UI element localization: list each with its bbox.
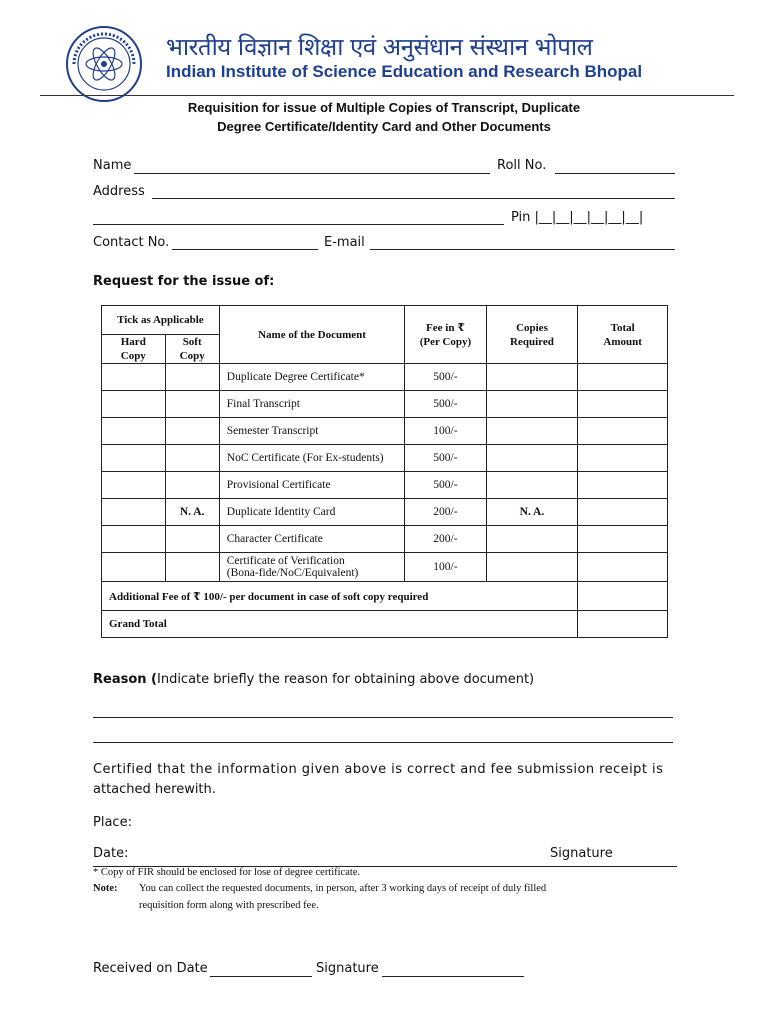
total-cell[interactable] [578,553,668,582]
reason-line-2[interactable] [93,742,673,743]
address-field-line1[interactable] [152,198,675,199]
hard-copy-header: Hard Copy [102,335,166,364]
hard-copy-cell[interactable] [102,472,166,499]
soft-copy-header: Soft Copy [165,335,219,364]
certify-line1: Certified that the information given above is correct and fee submission receipt is [93,762,664,777]
hard-copy-cell[interactable] [102,553,166,582]
certify-line2: attached herewith. [93,782,216,797]
note-label: Note: [93,883,118,894]
document-name-cell: NoC Certificate (For Ex-students) [219,445,405,472]
copies-cell[interactable] [486,472,578,499]
document-name-line1: Certificate of Verification [226,555,345,567]
grand-total-label: Grand Total [102,611,578,638]
total-header: Total Amount [578,306,668,364]
document-name-cell [219,553,405,582]
received-date-label: Received on Date [93,961,208,976]
additional-fee-amount[interactable] [578,582,668,611]
received-signature-field[interactable] [382,976,524,977]
table-row [102,364,668,391]
roll-field[interactable] [555,173,675,174]
fee-cell: 500/- [405,445,486,472]
additional-fee-label: Additional Fee of ₹ 100/- per document in case of soft copy required [102,582,578,611]
table-row [102,391,668,418]
total-cell[interactable] [578,526,668,553]
institute-hindi-name: भारतीय विज्ञान शिक्षा एवं अनुसंधान संस्थान भोपाल [166,33,593,61]
contact-label: Contact No. [93,235,170,250]
table-row [102,445,668,472]
fee-cell: 100/- [405,553,486,582]
fee-cell: 500/- [405,364,486,391]
soft-copy-cell[interactable] [165,445,219,472]
soft-copy-cell[interactable] [165,553,219,582]
soft-copy-cell[interactable] [165,526,219,553]
copies-cell[interactable] [486,445,578,472]
email-field[interactable] [370,249,675,250]
hard-copy-cell[interactable] [102,418,166,445]
hard-copy-cell[interactable] [102,526,166,553]
hard-copy-cell[interactable] [102,499,166,526]
request-heading: Request for the issue of: [93,274,275,289]
total-cell[interactable] [578,418,668,445]
document-name-line2: (Bona-fide/NoC/Equivalent) [226,567,359,579]
address-field-line2[interactable] [93,224,504,225]
fee-cell: 200/- [405,499,486,526]
grand-total-amount[interactable] [578,611,668,638]
reason-label: Reason ( [93,672,157,687]
place-label: Place: [93,815,132,830]
soft-copy-cell[interactable] [165,364,219,391]
document-name-cell: Character Certificate [219,526,405,553]
copies-cell[interactable]: N. A. [486,499,578,526]
copies-cell[interactable] [486,364,578,391]
tick-header: Tick as Applicable [102,306,220,335]
total-cell[interactable] [578,499,668,526]
fee-header-sub: (Per Copy) [419,335,472,348]
soft-copy-cell[interactable]: N. A. [165,499,219,526]
note-line1: You can collect the requested documents, in person, after 3 working days of receipt of duly filled [139,883,547,894]
total-cell[interactable] [578,445,668,472]
document-name-cell: Duplicate Identity Card [219,499,405,526]
received-date-field[interactable] [210,976,312,977]
form-title-line2: Degree Certificate/Identity Card and Other Documents [217,119,551,134]
pin-field[interactable]: Pin |__|__|__|__|__|__| [511,210,644,225]
total-cell[interactable] [578,364,668,391]
table-row [102,526,668,553]
table-row [102,418,668,445]
copies-cell[interactable] [486,418,578,445]
form-title-line1: Requisition for issue of Multiple Copies of Transcript, Duplicate [187,100,581,115]
fee-cell: 100/- [405,418,486,445]
document-name-cell: Duplicate Degree Certificate* [219,364,405,391]
signature-label: Signature [550,846,613,861]
copies-header: Copies Required [486,306,578,364]
header-divider [40,95,734,96]
contact-field[interactable] [172,249,318,250]
address-label: Address [93,184,145,199]
hard-copy-cell[interactable] [102,364,166,391]
document-request-table [101,305,668,638]
note-line2: requisition form along with prescribed fee. [139,900,319,911]
institute-english-name: Indian Institute of Science Education and Research Bhopal [166,62,643,81]
reason-heading [93,672,534,687]
soft-copy-cell[interactable] [165,472,219,499]
reason-line-1[interactable] [93,717,673,718]
fee-cell: 500/- [405,391,486,418]
soft-copy-cell[interactable] [165,391,219,418]
total-cell[interactable] [578,472,668,499]
name-label: Name [93,158,132,173]
fee-header-label: Fee in ₹ [426,321,465,334]
document-name-cell: Semester Transcript [219,418,405,445]
fir-footnote: * Copy of FIR should be enclosed for lose of degree certificate. [93,867,361,878]
table-row [102,472,668,499]
copies-cell[interactable] [486,553,578,582]
hard-copy-cell[interactable] [102,391,166,418]
name-field[interactable] [134,173,490,174]
doc-header: Name of the Document [219,306,405,364]
total-cell[interactable] [578,391,668,418]
soft-copy-cell[interactable] [165,418,219,445]
document-name-cell: Provisional Certificate [219,472,405,499]
date-label: Date: [93,846,129,861]
copies-cell[interactable] [486,391,578,418]
iiser-bhopal-seal-icon [64,24,144,104]
fee-cell: 200/- [405,526,486,553]
copies-cell[interactable] [486,526,578,553]
table-row [102,499,668,526]
hard-copy-cell[interactable] [102,445,166,472]
fee-cell: 500/- [405,472,486,499]
reason-hint: Indicate briefly the reason for obtaining above document) [157,672,535,687]
table-row [102,553,668,582]
roll-label: Roll No. [497,158,547,173]
received-signature-label: Signature [316,961,379,976]
fee-header [405,306,486,364]
document-name-cell: Final Transcript [219,391,405,418]
email-label: E-mail [324,235,365,250]
